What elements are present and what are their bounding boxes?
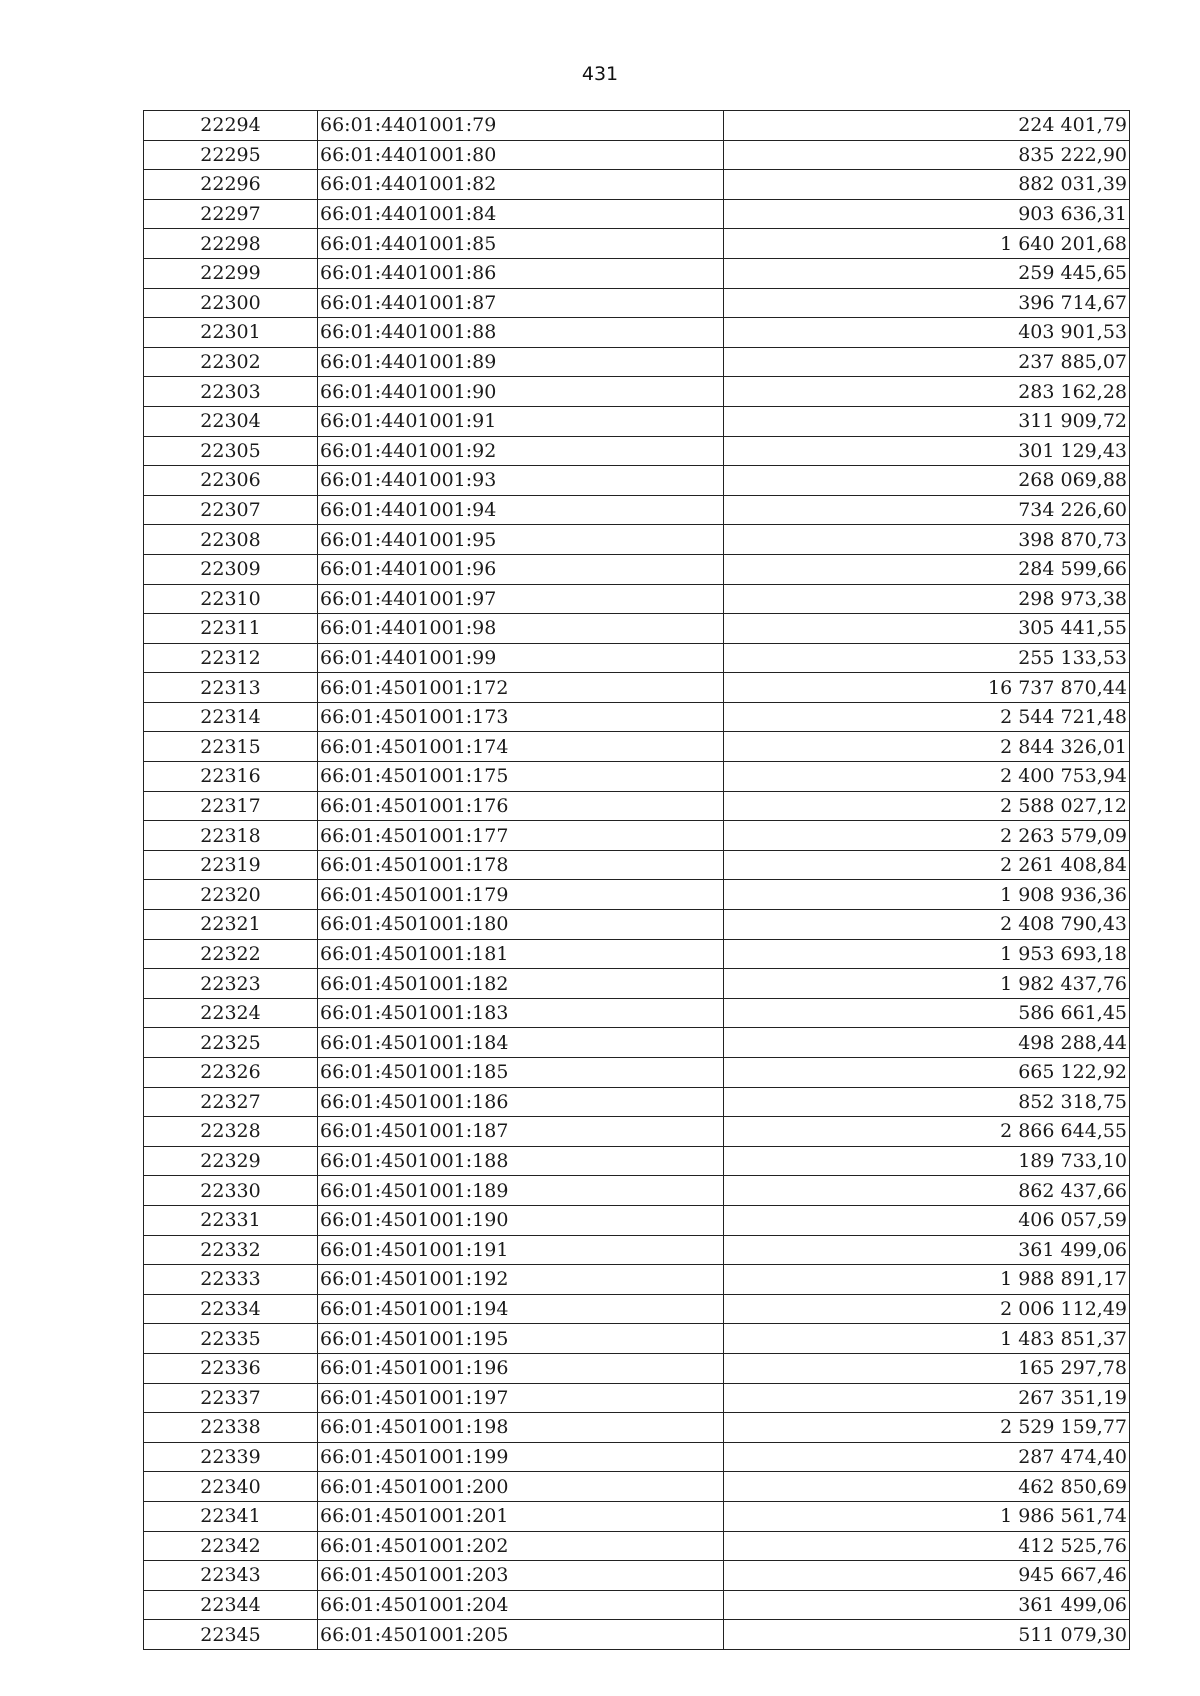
table-row <box>144 614 1130 644</box>
row-number-cell: 22345 <box>144 1620 318 1650</box>
cadastral-number-cell: 66:01:4501001:203 <box>318 1561 724 1591</box>
cadastral-value-cell: 268 069,88 <box>724 466 1130 496</box>
row-number-cell: 22340 <box>144 1472 318 1502</box>
cadastral-number-cell: 66:01:4501001:187 <box>318 1117 724 1147</box>
row-number-cell: 22305 <box>144 436 318 466</box>
table-row <box>144 1472 1130 1502</box>
cadastral-number-cell: 66:01:4501001:176 <box>318 791 724 821</box>
row-number-cell: 22334 <box>144 1294 318 1324</box>
table-row <box>144 880 1130 910</box>
cadastral-number-cell: 66:01:4401001:88 <box>318 318 724 348</box>
table-body <box>144 111 1130 1650</box>
cadastral-value-cell: 412 525,76 <box>724 1531 1130 1561</box>
row-number-cell: 22335 <box>144 1324 318 1354</box>
table-row <box>144 1146 1130 1176</box>
cadastral-value-cell: 298 973,38 <box>724 584 1130 614</box>
table-row <box>144 1058 1130 1088</box>
table-row <box>144 1442 1130 1472</box>
table-row <box>144 762 1130 792</box>
table-row <box>144 170 1130 200</box>
cadastral-value-cell: 255 133,53 <box>724 643 1130 673</box>
row-number-cell: 22307 <box>144 495 318 525</box>
cadastral-value-cell: 406 057,59 <box>724 1205 1130 1235</box>
cadastral-number-cell: 66:01:4501001:173 <box>318 702 724 732</box>
table-row <box>144 1324 1130 1354</box>
cadastral-number-cell: 66:01:4501001:205 <box>318 1620 724 1650</box>
table-row <box>144 347 1130 377</box>
row-number-cell: 22297 <box>144 199 318 229</box>
row-number-cell: 22337 <box>144 1383 318 1413</box>
table-row <box>144 1205 1130 1235</box>
cadastral-value-cell: 498 288,44 <box>724 1028 1130 1058</box>
cadastral-number-cell: 66:01:4501001:178 <box>318 850 724 880</box>
cadastral-number-cell: 66:01:4501001:201 <box>318 1501 724 1531</box>
cadastral-value-cell: 224 401,79 <box>724 111 1130 141</box>
cadastral-number-cell: 66:01:4401001:97 <box>318 584 724 614</box>
page-number: 431 <box>581 63 619 85</box>
table-row <box>144 436 1130 466</box>
row-number-cell: 22344 <box>144 1590 318 1620</box>
table-row <box>144 377 1130 407</box>
cadastral-number-cell: 66:01:4501001:200 <box>318 1472 724 1502</box>
table-row <box>144 643 1130 673</box>
table-row <box>144 1087 1130 1117</box>
row-number-cell: 22326 <box>144 1058 318 1088</box>
cadastral-value-cell: 1 988 891,17 <box>724 1265 1130 1295</box>
cadastral-number-cell: 66:01:4401001:87 <box>318 288 724 318</box>
table-row <box>144 1265 1130 1295</box>
cadastral-value-cell: 237 885,07 <box>724 347 1130 377</box>
row-number-cell: 22294 <box>144 111 318 141</box>
table-row <box>144 732 1130 762</box>
table-row <box>144 673 1130 703</box>
row-number-cell: 22310 <box>144 584 318 614</box>
row-number-cell: 22320 <box>144 880 318 910</box>
cadastral-number-cell: 66:01:4501001:192 <box>318 1265 724 1295</box>
cadastral-number-cell: 66:01:4401001:94 <box>318 495 724 525</box>
cadastral-number-cell: 66:01:4401001:90 <box>318 377 724 407</box>
cadastral-value-cell: 283 162,28 <box>724 377 1130 407</box>
cadastral-value-cell: 882 031,39 <box>724 170 1130 200</box>
cadastral-value-cell: 2 400 753,94 <box>724 762 1130 792</box>
row-number-cell: 22322 <box>144 939 318 969</box>
cadastral-number-cell: 66:01:4501001:183 <box>318 998 724 1028</box>
cadastral-value-cell: 398 870,73 <box>724 525 1130 555</box>
row-number-cell: 22333 <box>144 1265 318 1295</box>
table-row <box>144 969 1130 999</box>
row-number-cell: 22324 <box>144 998 318 1028</box>
table-row <box>144 525 1130 555</box>
cadastral-value-cell: 259 445,65 <box>724 258 1130 288</box>
cadastral-value-cell: 1 982 437,76 <box>724 969 1130 999</box>
row-number-cell: 22302 <box>144 347 318 377</box>
cadastral-value-cell: 665 122,92 <box>724 1058 1130 1088</box>
table-row <box>144 1413 1130 1443</box>
row-number-cell: 22296 <box>144 170 318 200</box>
table-row <box>144 1620 1130 1650</box>
cadastral-number-cell: 66:01:4401001:86 <box>318 258 724 288</box>
cadastral-value-cell: 311 909,72 <box>724 406 1130 436</box>
cadastral-number-cell: 66:01:4401001:89 <box>318 347 724 377</box>
cadastral-value-cell: 165 297,78 <box>724 1353 1130 1383</box>
table-row <box>144 288 1130 318</box>
cadastral-number-cell: 66:01:4501001:181 <box>318 939 724 969</box>
cadastral-value-cell: 1 908 936,36 <box>724 880 1130 910</box>
cadastral-number-cell: 66:01:4501001:180 <box>318 910 724 940</box>
cadastral-value-cell: 2 544 721,48 <box>724 702 1130 732</box>
cadastral-number-cell: 66:01:4501001:199 <box>318 1442 724 1472</box>
table-row <box>144 584 1130 614</box>
table-row <box>144 258 1130 288</box>
cadastral-value-cell: 361 499,06 <box>724 1590 1130 1620</box>
cadastral-number-cell: 66:01:4401001:80 <box>318 140 724 170</box>
row-number-cell: 22308 <box>144 525 318 555</box>
cadastral-value-cell: 284 599,66 <box>724 554 1130 584</box>
cadastral-value-table <box>143 110 1130 1650</box>
row-number-cell: 22299 <box>144 258 318 288</box>
row-number-cell: 22303 <box>144 377 318 407</box>
table-row <box>144 1294 1130 1324</box>
table-row <box>144 1501 1130 1531</box>
cadastral-value-cell: 1 483 851,37 <box>724 1324 1130 1354</box>
cadastral-value-cell: 903 636,31 <box>724 199 1130 229</box>
cadastral-number-cell: 66:01:4501001:197 <box>318 1383 724 1413</box>
cadastral-value-cell: 2 408 790,43 <box>724 910 1130 940</box>
table-row <box>144 1531 1130 1561</box>
table-row <box>144 1590 1130 1620</box>
table-row <box>144 821 1130 851</box>
table-row <box>144 111 1130 141</box>
table-row <box>144 406 1130 436</box>
cadastral-number-cell: 66:01:4501001:177 <box>318 821 724 851</box>
cadastral-number-cell: 66:01:4501001:184 <box>318 1028 724 1058</box>
cadastral-number-cell: 66:01:4501001:186 <box>318 1087 724 1117</box>
cadastral-number-cell: 66:01:4501001:195 <box>318 1324 724 1354</box>
cadastral-number-cell: 66:01:4501001:174 <box>318 732 724 762</box>
cadastral-value-cell: 862 437,66 <box>724 1176 1130 1206</box>
cadastral-number-cell: 66:01:4501001:204 <box>318 1590 724 1620</box>
table-row <box>144 1028 1130 1058</box>
row-number-cell: 22311 <box>144 614 318 644</box>
cadastral-value-cell: 2 006 112,49 <box>724 1294 1130 1324</box>
row-number-cell: 22309 <box>144 554 318 584</box>
cadastral-value-cell: 1 986 561,74 <box>724 1501 1130 1531</box>
cadastral-number-cell: 66:01:4401001:92 <box>318 436 724 466</box>
cadastral-number-cell: 66:01:4401001:99 <box>318 643 724 673</box>
cadastral-value-cell: 586 661,45 <box>724 998 1130 1028</box>
row-number-cell: 22331 <box>144 1205 318 1235</box>
table-row <box>144 554 1130 584</box>
cadastral-value-cell: 267 351,19 <box>724 1383 1130 1413</box>
row-number-cell: 22343 <box>144 1561 318 1591</box>
row-number-cell: 22328 <box>144 1117 318 1147</box>
row-number-cell: 22304 <box>144 406 318 436</box>
cadastral-value-cell: 287 474,40 <box>724 1442 1130 1472</box>
cadastral-number-cell: 66:01:4401001:79 <box>318 111 724 141</box>
table-row <box>144 466 1130 496</box>
row-number-cell: 22342 <box>144 1531 318 1561</box>
cadastral-value-cell: 2 588 027,12 <box>724 791 1130 821</box>
cadastral-value-cell: 2 844 326,01 <box>724 732 1130 762</box>
row-number-cell: 22321 <box>144 910 318 940</box>
cadastral-value-cell: 2 261 408,84 <box>724 850 1130 880</box>
cadastral-value-cell: 1 953 693,18 <box>724 939 1130 969</box>
cadastral-value-cell: 1 640 201,68 <box>724 229 1130 259</box>
row-number-cell: 22323 <box>144 969 318 999</box>
table-row <box>144 1176 1130 1206</box>
cadastral-number-cell: 66:01:4501001:198 <box>318 1413 724 1443</box>
table-row <box>144 702 1130 732</box>
cadastral-number-cell: 66:01:4401001:93 <box>318 466 724 496</box>
row-number-cell: 22317 <box>144 791 318 821</box>
table-row <box>144 1353 1130 1383</box>
cadastral-value-cell: 361 499,06 <box>724 1235 1130 1265</box>
cadastral-value-cell: 2 529 159,77 <box>724 1413 1130 1443</box>
cadastral-number-cell: 66:01:4501001:179 <box>318 880 724 910</box>
cadastral-value-cell: 2 866 644,55 <box>724 1117 1130 1147</box>
table-row <box>144 1561 1130 1591</box>
row-number-cell: 22339 <box>144 1442 318 1472</box>
cadastral-value-cell: 396 714,67 <box>724 288 1130 318</box>
cadastral-value-cell: 16 737 870,44 <box>724 673 1130 703</box>
cadastral-value-cell: 305 441,55 <box>724 614 1130 644</box>
row-number-cell: 22295 <box>144 140 318 170</box>
row-number-cell: 22336 <box>144 1353 318 1383</box>
cadastral-number-cell: 66:01:4501001:194 <box>318 1294 724 1324</box>
row-number-cell: 22315 <box>144 732 318 762</box>
table-row <box>144 850 1130 880</box>
table-row <box>144 1383 1130 1413</box>
cadastral-number-cell: 66:01:4501001:188 <box>318 1146 724 1176</box>
cadastral-number-cell: 66:01:4501001:202 <box>318 1531 724 1561</box>
row-number-cell: 22330 <box>144 1176 318 1206</box>
row-number-cell: 22341 <box>144 1501 318 1531</box>
cadastral-number-cell: 66:01:4401001:84 <box>318 199 724 229</box>
row-number-cell: 22329 <box>144 1146 318 1176</box>
row-number-cell: 22316 <box>144 762 318 792</box>
table-row <box>144 1117 1130 1147</box>
cadastral-number-cell: 66:01:4501001:191 <box>318 1235 724 1265</box>
row-number-cell: 22332 <box>144 1235 318 1265</box>
row-number-cell: 22338 <box>144 1413 318 1443</box>
row-number-cell: 22327 <box>144 1087 318 1117</box>
cadastral-value-cell: 734 226,60 <box>724 495 1130 525</box>
cadastral-number-cell: 66:01:4401001:96 <box>318 554 724 584</box>
table-row <box>144 910 1130 940</box>
table-row <box>144 199 1130 229</box>
table-row <box>144 318 1130 348</box>
cadastral-value-cell: 945 667,46 <box>724 1561 1130 1591</box>
cadastral-number-cell: 66:01:4401001:85 <box>318 229 724 259</box>
row-number-cell: 22319 <box>144 850 318 880</box>
cadastral-value-cell: 511 079,30 <box>724 1620 1130 1650</box>
cadastral-number-cell: 66:01:4401001:98 <box>318 614 724 644</box>
cadastral-value-cell: 835 222,90 <box>724 140 1130 170</box>
cadastral-number-cell: 66:01:4501001:196 <box>318 1353 724 1383</box>
cadastral-number-cell: 66:01:4501001:185 <box>318 1058 724 1088</box>
row-number-cell: 22325 <box>144 1028 318 1058</box>
cadastral-number-cell: 66:01:4401001:95 <box>318 525 724 555</box>
table-row <box>144 1235 1130 1265</box>
row-number-cell: 22314 <box>144 702 318 732</box>
row-number-cell: 22312 <box>144 643 318 673</box>
cadastral-number-cell: 66:01:4501001:172 <box>318 673 724 703</box>
cadastral-value-cell: 2 263 579,09 <box>724 821 1130 851</box>
cadastral-number-cell: 66:01:4401001:82 <box>318 170 724 200</box>
table-row <box>144 229 1130 259</box>
table-row <box>144 791 1130 821</box>
cadastral-value-cell: 403 901,53 <box>724 318 1130 348</box>
row-number-cell: 22300 <box>144 288 318 318</box>
table-row <box>144 998 1130 1028</box>
row-number-cell: 22306 <box>144 466 318 496</box>
cadastral-value-cell: 462 850,69 <box>724 1472 1130 1502</box>
table-row <box>144 495 1130 525</box>
row-number-cell: 22318 <box>144 821 318 851</box>
table-row <box>144 140 1130 170</box>
row-number-cell: 22301 <box>144 318 318 348</box>
table-row <box>144 939 1130 969</box>
cadastral-number-cell: 66:01:4501001:190 <box>318 1205 724 1235</box>
row-number-cell: 22313 <box>144 673 318 703</box>
cadastral-number-cell: 66:01:4401001:91 <box>318 406 724 436</box>
cadastral-number-cell: 66:01:4501001:189 <box>318 1176 724 1206</box>
cadastral-value-cell: 301 129,43 <box>724 436 1130 466</box>
cadastral-number-cell: 66:01:4501001:182 <box>318 969 724 999</box>
row-number-cell: 22298 <box>144 229 318 259</box>
cadastral-value-cell: 852 318,75 <box>724 1087 1130 1117</box>
cadastral-value-cell: 189 733,10 <box>724 1146 1130 1176</box>
cadastral-number-cell: 66:01:4501001:175 <box>318 762 724 792</box>
